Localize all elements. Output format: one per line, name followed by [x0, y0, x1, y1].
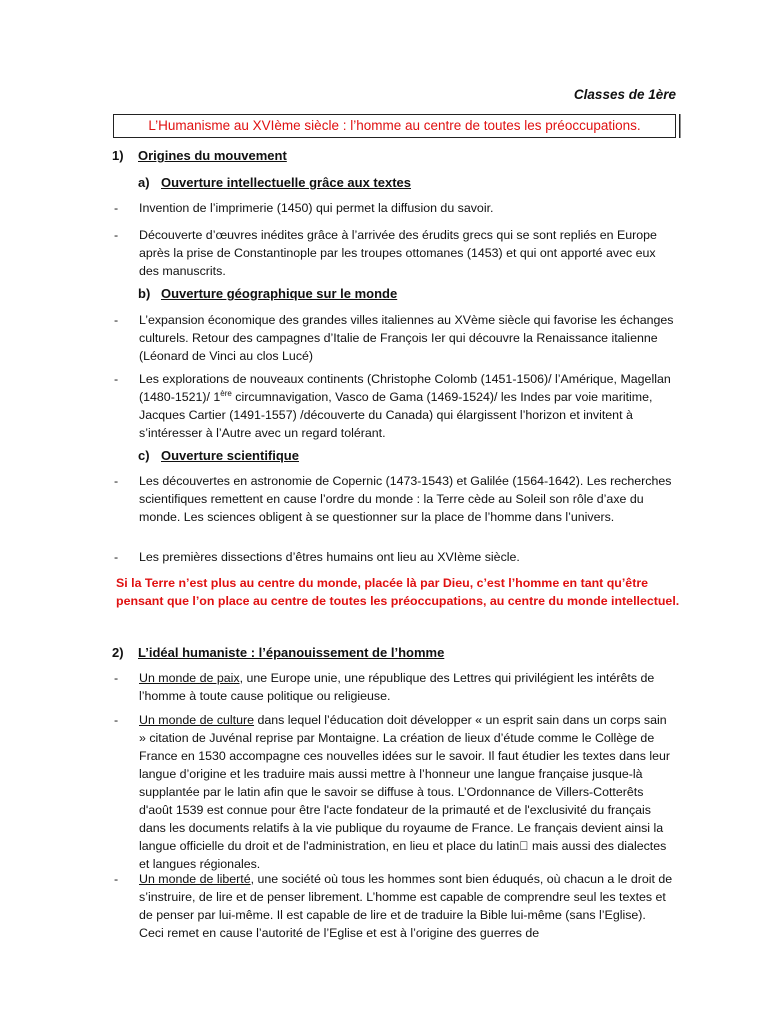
- section-number: 1): [112, 148, 124, 163]
- list-item: [114, 669, 674, 705]
- section-1-heading: [112, 148, 287, 163]
- bullet-dash: -: [114, 372, 119, 386]
- bullet-dash: -: [114, 872, 119, 886]
- list-item-text: Un monde de paix, une Europe unie, une république des Lettres qui privilégient les intérêts de l’homme à toute cause politique ou religieuse.: [139, 671, 655, 703]
- list-item-text: Découverte d’œuvres inédites grâce à l’arrivée des érudits grecs qui se sont repliés en Europe après la prise de Constantinople par les troupes ottomanes (1453) et qui ont apporté avec eux des manuscrits.: [139, 228, 657, 278]
- subsection-title: Ouverture géographique sur le monde: [161, 286, 398, 301]
- conclusion-text: Si la Terre n’est plus au centre du monde, placée là par Dieu, c’est l’homme en tant qu’être pensant que l’on place au centre de toutes les préoccupations, au centre du monde intellectuel.: [116, 576, 680, 608]
- subsection-letter: a): [138, 175, 150, 190]
- bullet-dash: -: [114, 228, 119, 242]
- bullet-dash: -: [114, 313, 119, 327]
- bullet-dash: -: [114, 474, 119, 488]
- list-item-text: Invention de l’imprimerie (1450) qui permet la diffusion du savoir.: [139, 201, 494, 215]
- list-item-text: L’expansion économique des grandes villes italiennes au XVème siècle qui favorise les échanges culturels. Retour des campagnes d’Italie de François Ier qui découvre la Renaissance italienne (Léonard de Vinci au clos Lucé): [139, 313, 674, 363]
- subsection-b-heading: [138, 286, 397, 301]
- list-item: [114, 870, 674, 942]
- list-item: [114, 548, 674, 566]
- list-item: [114, 311, 674, 365]
- list-item-text: Un monde de culture dans lequel l’éducation doit développer « un esprit sain dans un corps sain » citation de Juvénal reprise par Montaigne. La création de lieux d’étude comme le Collège de France en 1530 accompagne ces nouvelles idées sur le savoir. Il faut étudier les textes dans leur langue d’origine et les traduire mais aussi mettre à l’honneur une langue française jusque-là supplantée par le latin afin que le savoir se diffuse à tous. L’Ordonnance de Villers-Cotterêts d'août 1539 est connue pour être l'acte fondateur de la primauté et de l'exclusivité du français dans les documents relatifs à la vie publique du royaume de France. Le français devient ainsi la langue officielle du droit et de l'administration, en lieu et place du latin mais aussi des dialectes et langues régionales.: [139, 713, 671, 871]
- list-item: [114, 226, 674, 280]
- list-item: [114, 472, 674, 526]
- subsection-title: Ouverture intellectuelle grâce aux textes: [161, 175, 411, 190]
- section-number: 2): [112, 645, 124, 660]
- bullet-dash: -: [114, 201, 119, 215]
- subsection-letter: b): [138, 286, 151, 301]
- item-lead: Un monde de paix: [139, 671, 240, 685]
- list-item: [114, 711, 674, 873]
- list-item-text: Un monde de liberté, une société où tous les hommes sont bien éduqués, où chacun a le droit de s’instruire, de lire et de penser librement. L’homme est capable de comprendre seul les textes et de penser par lui-même. Il est capable de lire et de traduire la Bible lui-même (sans l’Eglise). Ceci remet en cause l’autorité de l’Eglise et est à l’origine des guerres de: [139, 872, 673, 940]
- superscript: ère: [220, 388, 232, 398]
- list-item: [114, 370, 674, 442]
- list-item-text: Les premières dissections d’êtres humains ont lieu au XVIème siècle.: [139, 550, 520, 564]
- bullet-dash: -: [114, 713, 119, 727]
- list-item-text: Les explorations de nouveaux continents (Christophe Colomb (1451-1506)/ l’Amérique, Magellan (1480-1521)/ 1ère circumnavigation, Vasco de Gama (1469-1524)/ les Indes par voie maritime, Jacques Cartier (1491-1557) /découverte du Canada) qui élargissent l’horizon et invitent à s’intéresser à l’Autre avec un regard tolérant.: [139, 372, 671, 440]
- section-title: L’idéal humaniste : l’épanouissement de l’homme: [138, 645, 445, 660]
- subsection-title: Ouverture scientifique: [161, 448, 299, 463]
- section-title: Origines du mouvement: [138, 148, 287, 163]
- item-lead: Un monde de culture: [139, 713, 255, 727]
- subsection-a-heading: [138, 175, 411, 190]
- bullet-dash: -: [114, 550, 119, 564]
- bullet-dash: -: [114, 671, 119, 685]
- class-label: Classes de 1ère: [573, 87, 676, 102]
- list-item: [114, 199, 674, 217]
- document-title: L’Humanisme au XVIème siècle : l’homme au centre de toutes les préoccupations.: [148, 118, 641, 133]
- title-box: [113, 114, 676, 138]
- list-item-text: Les découvertes en astronomie de Copernic (1473-1543) et Galilée (1564-1642). Les recherches scientifiques remettent en cause l’ordre du monde : la Terre cède au Soleil son rôle d’axe du monde. Les sciences obligent à se questionner sur la place de l’homme dans l’univers.: [139, 474, 672, 524]
- section-2-heading: [112, 645, 444, 660]
- subsection-c-heading: [138, 448, 299, 463]
- item-lead: Un monde de liberté: [139, 872, 251, 886]
- subsection-letter: c): [138, 448, 150, 463]
